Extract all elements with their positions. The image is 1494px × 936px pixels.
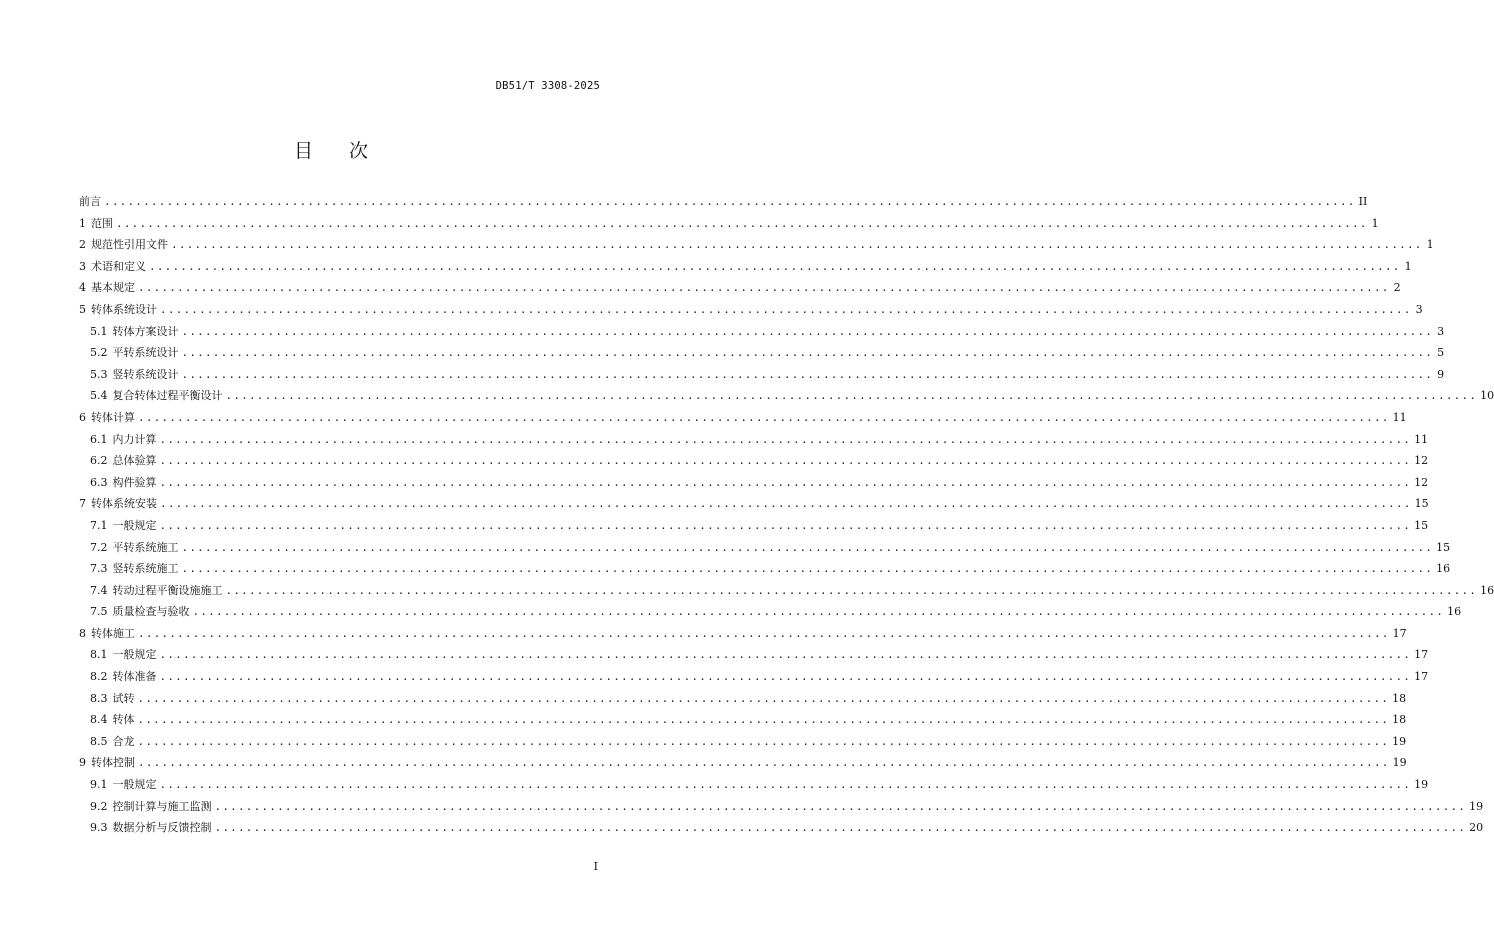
toc-entry-number: 8.5 (90, 734, 108, 748)
toc-entry[interactable] (79, 558, 1451, 580)
toc-entry-title: 试转 (112, 691, 135, 705)
toc-entry-title: 转体控制 (91, 756, 135, 770)
toc-entry-title: 质量检查与验收 (112, 605, 190, 619)
toc-entry-number: 7.3 (90, 562, 108, 576)
toc-entry-label (79, 191, 101, 213)
toc-entry[interactable] (79, 731, 1407, 753)
table-of-contents (79, 191, 1494, 839)
toc-entry-page: 15 (1436, 540, 1451, 554)
toc-entry[interactable] (79, 666, 1429, 688)
toc-entry[interactable] (79, 796, 1484, 818)
toc-entry-page: 19 (1469, 799, 1484, 813)
toc-entry-title: 竖转系统施工 (112, 562, 179, 576)
toc-entry-number: 9.3 (90, 821, 108, 835)
dot-leader: ................................................................................................................................................................ (159, 778, 1412, 792)
toc-entry-title: 转体系统安装 (91, 497, 157, 511)
toc-entry-page: 17 (1414, 670, 1429, 684)
dot-leader: ................................................................................................................................................................ (138, 756, 1390, 770)
toc-entry-title: 总体验算 (112, 454, 157, 468)
dot-leader: ................................................................................................................................................................ (104, 195, 1356, 208)
toc-entry-number: 8.1 (90, 648, 108, 662)
toc-entry-title: 构件验算 (112, 475, 157, 489)
toc-entry-title: 一般规定 (112, 778, 157, 792)
toc-entry-page: 1 (1426, 238, 1434, 252)
toc-entry-title: 术语和定义 (91, 259, 146, 273)
toc-entry[interactable] (79, 515, 1429, 537)
toc-entry-title: 转体准备 (112, 670, 157, 684)
toc-entry-number: 5.3 (90, 367, 108, 381)
toc-entry[interactable] (79, 450, 1429, 472)
toc-entry[interactable] (79, 299, 1423, 321)
toc-entry-page: 16 (1436, 562, 1451, 576)
toc-entry-title: 控制计算与施工监测 (112, 799, 212, 813)
toc-entry-number: 6.1 (90, 432, 108, 446)
toc-entry[interactable] (79, 644, 1429, 666)
dot-leader: ................................................................................................................................................................ (138, 410, 1390, 424)
toc-entry-page: 19 (1392, 734, 1407, 748)
standard-code: DB51/T 3308-2025 (495, 80, 600, 92)
toc-entry-page: 3 (1415, 302, 1423, 316)
dot-leader: ................................................................................................................................................................ (116, 216, 1368, 230)
dot-leader: ................................................................................................................................................................ (225, 389, 1478, 403)
dot-leader: ................................................................................................................................................................ (181, 346, 1434, 360)
toc-entry-label (90, 709, 135, 731)
toc-entry-page: 1 (1404, 259, 1412, 273)
toc-entry-title: 基本规定 (91, 281, 135, 295)
toc-entry-title: 平转系统设计 (112, 346, 179, 360)
toc-entry-label (79, 752, 135, 774)
toc-entry-title: 竖转系统设计 (112, 367, 179, 381)
toc-entry[interactable] (79, 580, 1494, 602)
toc-entry-number: 5.1 (90, 324, 108, 338)
dot-leader: ................................................................................................................................................................ (181, 324, 1434, 338)
toc-entry-page: 19 (1392, 756, 1407, 770)
toc-entry-label (90, 580, 223, 602)
toc-entry[interactable] (79, 623, 1407, 645)
toc-entry-title: 转体 (112, 713, 135, 727)
toc-entry-number: 9.2 (90, 799, 108, 813)
toc-entry-number: 7.1 (90, 518, 108, 532)
dot-leader: ................................................................................................................................................................ (181, 367, 1434, 381)
toc-entry-title: 内力计算 (112, 432, 157, 446)
toc-entry-page: 16 (1447, 605, 1462, 619)
dot-leader: ................................................................................................................................................................ (159, 454, 1412, 468)
toc-entry-label (90, 666, 157, 688)
toc-entry-label (90, 817, 212, 839)
toc-entry-title: 一般规定 (112, 648, 157, 662)
toc-entry-label (90, 644, 157, 666)
toc-entry-label (90, 429, 157, 451)
toc-entry-title: 转体施工 (91, 626, 135, 640)
toc-entry-label (90, 601, 190, 623)
toc-entry-number: 9 (79, 756, 86, 770)
toc-entry-page: 18 (1392, 691, 1407, 705)
toc-entry-number: 8.2 (90, 670, 108, 684)
toc-entry-label (79, 299, 157, 321)
toc-entry-label (90, 537, 179, 559)
toc-entry-label (90, 472, 157, 494)
toc-entry-label (79, 277, 135, 299)
toc-entry-label (79, 493, 157, 515)
toc-entry[interactable] (79, 493, 1429, 515)
toc-entry-number: 3 (79, 259, 86, 273)
toc-entry-label (79, 234, 168, 256)
toc-entry-page: 19 (1414, 778, 1429, 792)
toc-entry-number: 6 (79, 410, 86, 424)
toc-entry-number: 5.4 (90, 389, 108, 403)
toc-entry-number: 6.2 (90, 454, 108, 468)
toc-entry-title: 数据分析与反馈控制 (112, 821, 212, 835)
toc-entry-label (90, 688, 135, 710)
toc-entry[interactable] (79, 385, 1494, 407)
dot-leader: ................................................................................................................................................................ (138, 626, 1390, 640)
toc-entry-number: 9.1 (90, 778, 108, 792)
dot-leader: ................................................................................................................................................................ (137, 734, 1390, 748)
toc-entry-page: II (1358, 195, 1368, 208)
toc-entry-page: 12 (1414, 454, 1429, 468)
toc-entry-number: 5 (79, 302, 86, 316)
dot-leader: ................................................................................................................................................................ (138, 281, 1390, 295)
toc-entry-page: 16 (1480, 583, 1494, 597)
toc-entry-label (90, 385, 223, 407)
toc-entry[interactable] (79, 688, 1407, 710)
toc-entry-title: 平转系统施工 (112, 540, 179, 554)
dot-leader: ................................................................................................................................................................ (149, 259, 1401, 273)
toc-entry-page: 9 (1437, 367, 1445, 381)
toc-entry-title: 规范性引用文件 (91, 238, 168, 252)
toc-entry-title: 转体系统设计 (91, 302, 157, 316)
toc-entry[interactable] (79, 277, 1401, 299)
toc-entry-number: 5.2 (90, 346, 108, 360)
toc-entry-label (90, 321, 179, 343)
dot-leader: ................................................................................................................................................................ (159, 670, 1412, 684)
toc-entry[interactable] (79, 817, 1484, 839)
toc-entry[interactable] (79, 472, 1429, 494)
toc-entry-label (90, 774, 157, 796)
toc-entry-page: 17 (1414, 648, 1429, 662)
toc-entry-page: 12 (1414, 475, 1429, 489)
toc-entry-title: 范围 (91, 216, 113, 230)
toc-entry[interactable] (79, 601, 1462, 623)
toc-entry-page: 17 (1392, 626, 1407, 640)
dot-leader: ................................................................................................................................................................ (160, 497, 1412, 511)
toc-entry[interactable] (79, 364, 1445, 386)
toc-entry-number: 1 (79, 216, 86, 230)
toc-entry[interactable] (79, 709, 1407, 731)
page-title (0, 136, 662, 163)
toc-entry-label (90, 731, 135, 753)
toc-entry[interactable] (79, 256, 1412, 278)
dot-leader: ................................................................................................................................................................ (214, 821, 1467, 835)
toc-entry[interactable] (79, 537, 1451, 559)
toc-entry-title: 前言 (79, 195, 101, 208)
toc-entry[interactable] (79, 213, 1379, 235)
toc-entry-label (79, 623, 135, 645)
toc-entry-page: 11 (1392, 410, 1407, 424)
toc-entry-page: 20 (1469, 821, 1484, 835)
toc-entry-page: 15 (1414, 497, 1429, 511)
toc-entry-number: 4 (79, 281, 86, 295)
toc-entry-title: 转体方案设计 (112, 324, 179, 338)
toc-entry-page: 18 (1392, 713, 1407, 727)
toc-entry-number: 8.3 (90, 691, 108, 705)
title-char-2: 次 (349, 140, 369, 162)
toc-entry[interactable] (79, 234, 1434, 256)
dot-leader: ................................................................................................................................................................ (181, 540, 1434, 554)
toc-entry-title: 一般规定 (112, 518, 157, 532)
toc-entry-label (90, 515, 157, 537)
toc-entry-page: 1 (1371, 216, 1379, 230)
toc-entry-title: 转动过程平衡设施施工 (112, 583, 223, 597)
toc-entry-number: 7.2 (90, 540, 108, 554)
toc-entry[interactable] (79, 407, 1407, 429)
title-char-1: 目 (293, 140, 313, 162)
toc-entry-label (90, 342, 179, 364)
toc-entry-label (79, 407, 135, 429)
toc-entry-number: 6.3 (90, 475, 108, 489)
toc-entry-number: 7 (79, 497, 86, 511)
toc-entry-label (90, 796, 212, 818)
toc-entry-page: 10 (1480, 389, 1494, 403)
toc-entry-page: 15 (1414, 518, 1429, 532)
toc-entry-label (90, 450, 157, 472)
toc-entry-number: 7.4 (90, 583, 108, 597)
dot-leader: ................................................................................................................................................................ (159, 432, 1412, 446)
dot-leader: ................................................................................................................................................................ (137, 713, 1390, 727)
toc-entry-number: 8.4 (90, 713, 108, 727)
toc-entry-page: 2 (1393, 281, 1401, 295)
toc-entry-number: 8 (79, 626, 86, 640)
toc-entry-number: 7.5 (90, 605, 108, 619)
toc-entry-label (79, 256, 146, 278)
toc-entry-page: 3 (1437, 324, 1445, 338)
toc-entry-number: 2 (79, 238, 86, 252)
toc-entry[interactable] (79, 429, 1429, 451)
toc-entry-label (79, 213, 113, 235)
toc-entry-title: 转体计算 (91, 410, 135, 424)
dot-leader: ................................................................................................................................................................ (159, 648, 1412, 662)
toc-entry[interactable] (79, 774, 1429, 796)
dot-leader: ................................................................................................................................................................ (159, 518, 1412, 532)
toc-entry-title: 合龙 (112, 734, 135, 748)
toc-entry-title: 复合转体过程平衡设计 (112, 389, 223, 403)
toc-entry-page: 11 (1414, 432, 1429, 446)
toc-entry-label (90, 364, 179, 386)
toc-entry[interactable] (79, 191, 1368, 213)
page-number: I (593, 860, 598, 873)
toc-entry-label (90, 558, 179, 580)
dot-leader: ................................................................................................................................................................ (137, 691, 1390, 705)
dot-leader: ................................................................................................................................................................ (171, 238, 1423, 252)
toc-entry[interactable] (79, 342, 1445, 364)
dot-leader: ................................................................................................................................................................ (159, 475, 1412, 489)
toc-entry[interactable] (79, 752, 1407, 774)
dot-leader: ................................................................................................................................................................ (225, 583, 1478, 597)
toc-entry[interactable] (79, 321, 1445, 343)
dot-leader: ................................................................................................................................................................ (160, 302, 1412, 316)
toc-entry-page: 5 (1437, 346, 1445, 360)
dot-leader: ................................................................................................................................................................ (192, 605, 1445, 619)
dot-leader: ................................................................................................................................................................ (214, 799, 1467, 813)
dot-leader: ................................................................................................................................................................ (181, 562, 1434, 576)
